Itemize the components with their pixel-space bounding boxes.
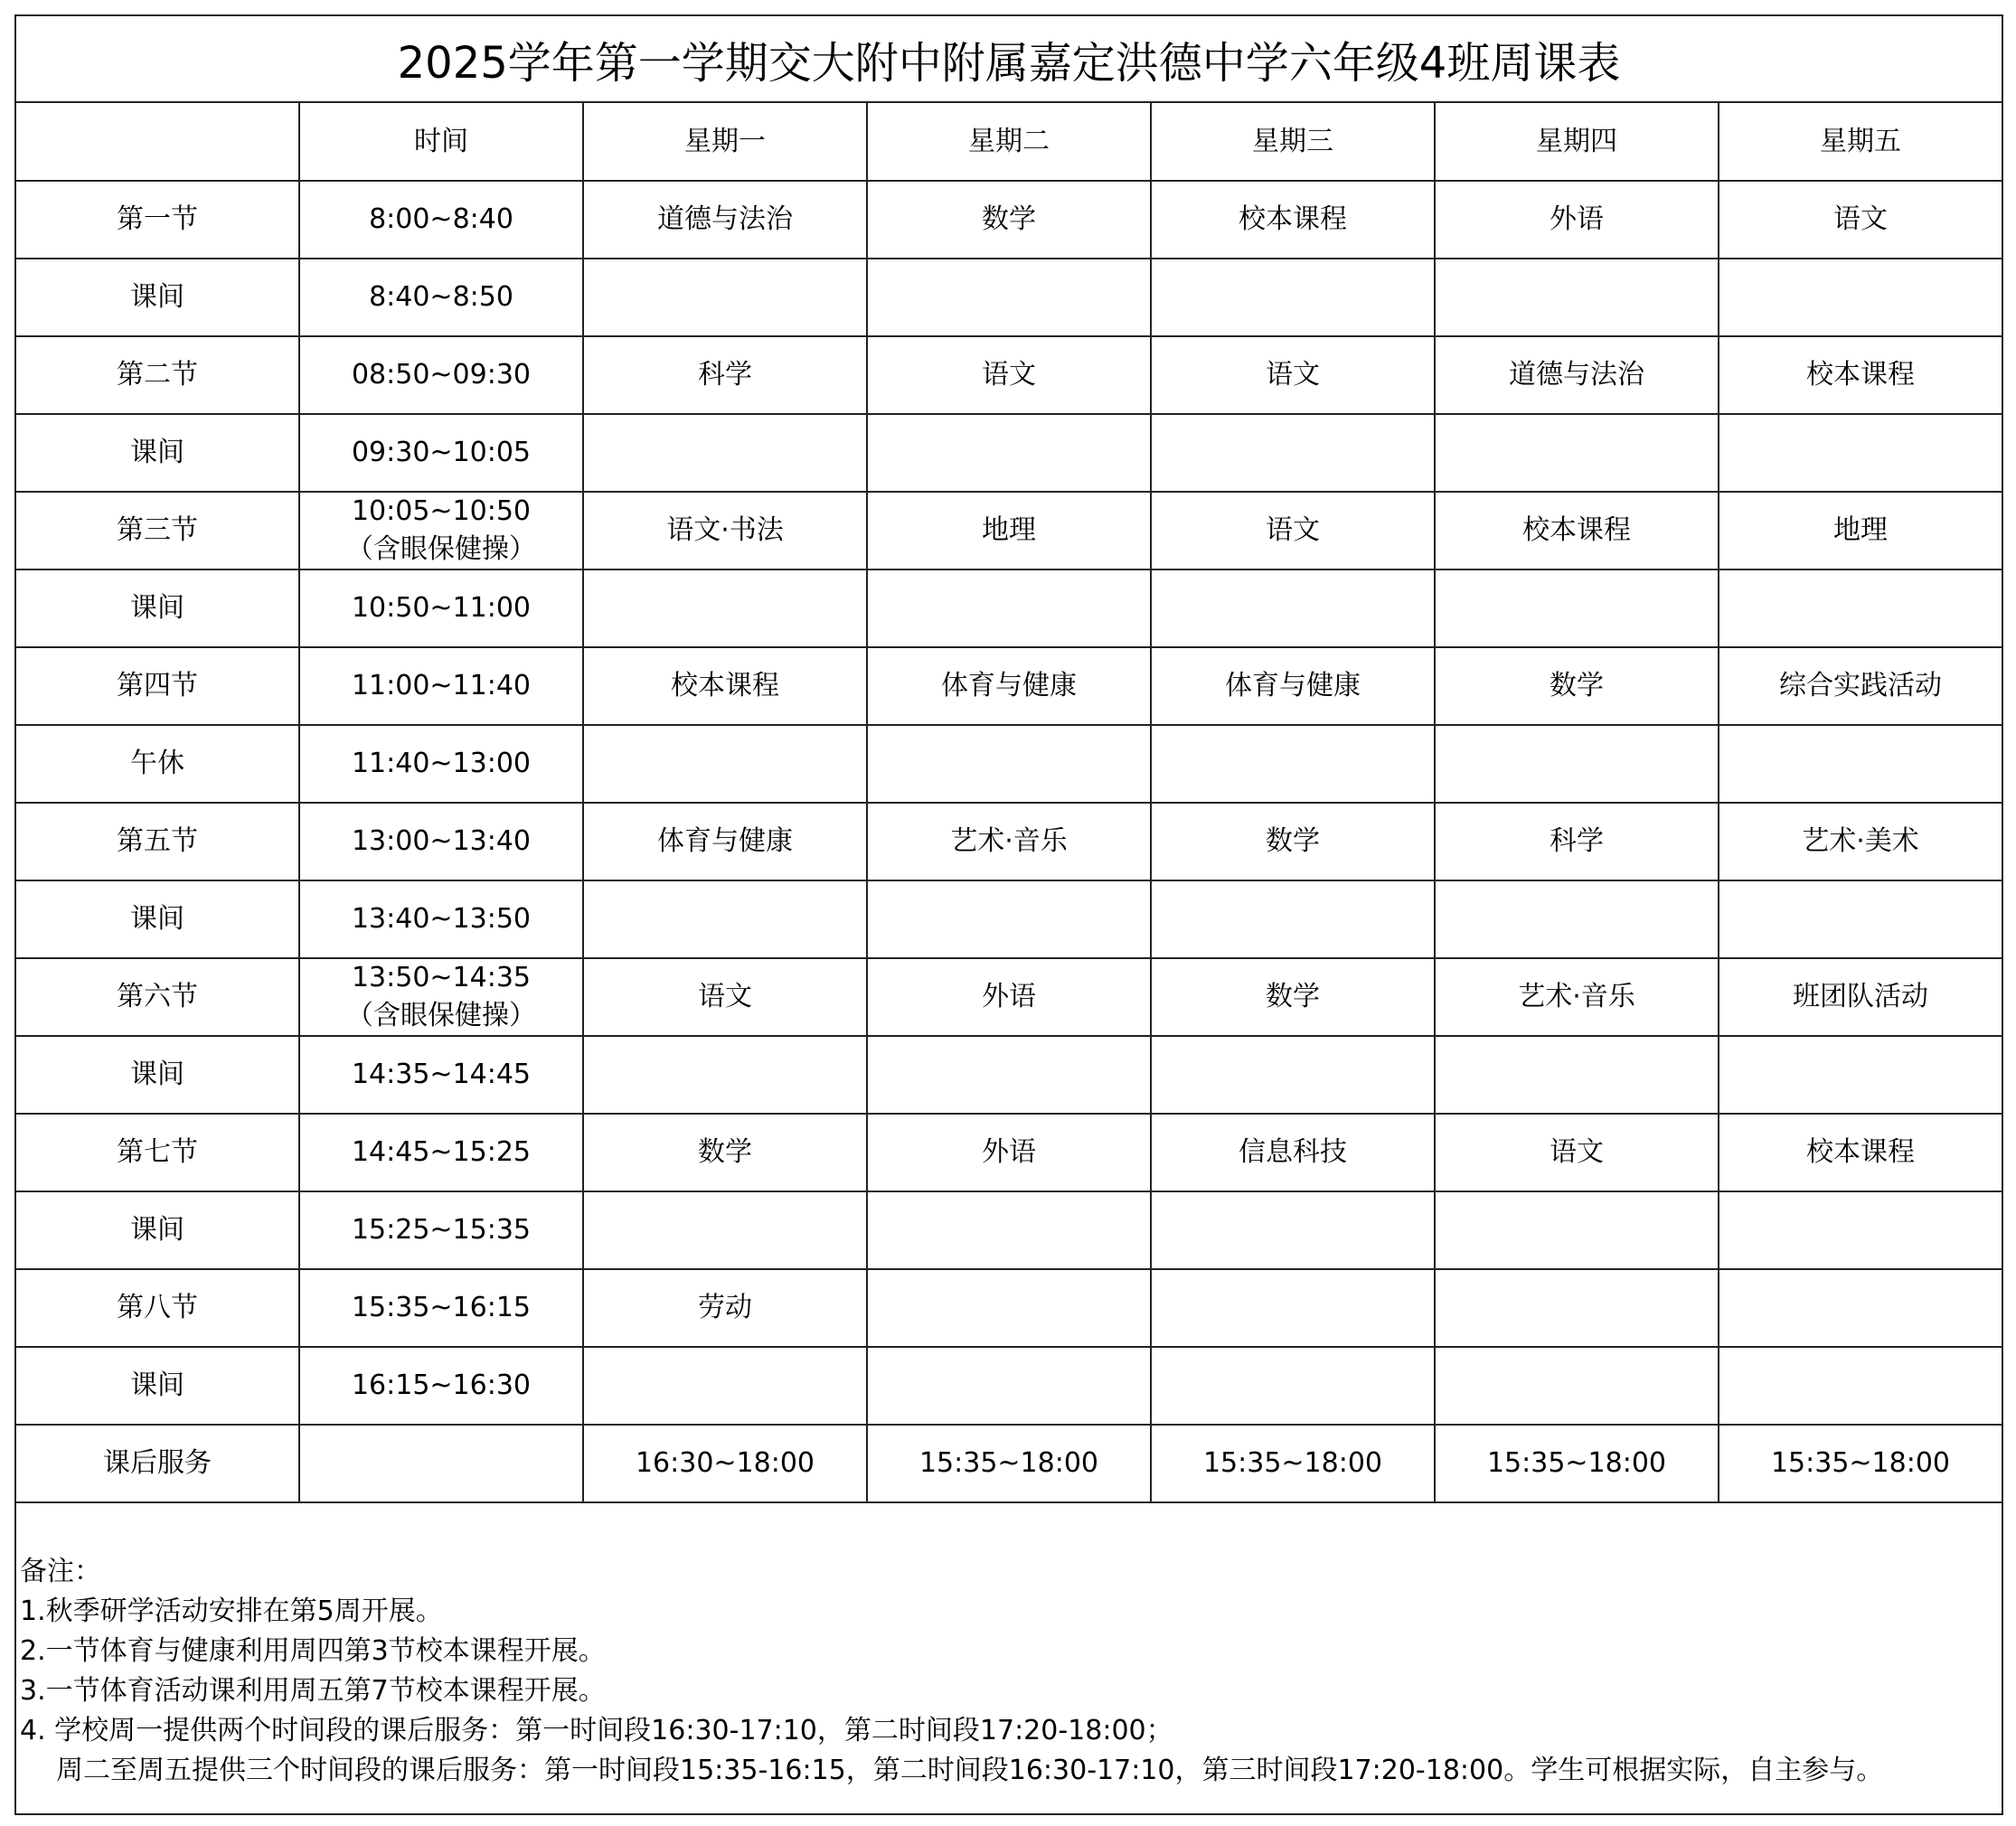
subject-cell: 艺术·美术	[1719, 803, 2002, 880]
subject-cell	[1719, 1191, 2002, 1269]
header-cell: 星期二	[867, 103, 1151, 181]
subject-cell: 语文	[1435, 1114, 1719, 1191]
period-time-cell	[299, 880, 583, 958]
subject-cell: 校本课程	[1719, 1114, 2002, 1191]
subject-cell	[583, 1036, 867, 1114]
subject-cell: 数学	[1151, 958, 1435, 1036]
period-time: 8:40~8:50	[369, 281, 513, 313]
subject-cell: 15:35~18:00	[1719, 1425, 2002, 1502]
period-label: 第一节	[16, 181, 299, 259]
subject-cell: 15:35~18:00	[867, 1425, 1151, 1502]
subject-cell	[1151, 1036, 1435, 1114]
subject-cell	[1151, 1347, 1435, 1425]
subject-cell: 班团队活动	[1719, 958, 2002, 1036]
subject-cell	[1435, 1347, 1719, 1425]
period-label: 第三节	[16, 492, 299, 569]
period-time: 11:40~13:00	[351, 748, 532, 779]
subject-cell: 艺术·音乐	[1435, 958, 1719, 1036]
header-cell: 星期三	[1151, 103, 1435, 181]
period-label: 课间	[16, 414, 299, 492]
period-time-cell	[299, 569, 583, 647]
header-row	[16, 103, 2002, 181]
period-time-cell	[299, 1347, 583, 1425]
subject-cell: 15:35~18:00	[1151, 1425, 1435, 1502]
period-label: 课间	[16, 569, 299, 647]
subject-cell	[1719, 1269, 2002, 1347]
subject-cell	[867, 259, 1151, 336]
subject-cell: 外语	[867, 958, 1151, 1036]
period-time: 14:45~15:25	[351, 1136, 532, 1168]
period-time: 8:00~8:40	[369, 203, 513, 235]
subject-cell: 语文	[1151, 492, 1435, 569]
period-label: 课后服务	[16, 1425, 299, 1502]
subject-cell: 综合实践活动	[1719, 647, 2002, 725]
period-label: 课间	[16, 880, 299, 958]
subject-cell	[1435, 1269, 1719, 1347]
subject-cell	[1151, 725, 1435, 803]
subject-cell	[583, 725, 867, 803]
table-row	[16, 1269, 2002, 1347]
table-row	[16, 1036, 2002, 1114]
period-time-cell	[299, 1114, 583, 1191]
subject-cell: 数学	[867, 181, 1151, 259]
subject-cell: 科学	[583, 336, 867, 414]
subject-cell	[1435, 880, 1719, 958]
table-row	[16, 336, 2002, 414]
subject-cell: 地理	[1719, 492, 2002, 569]
subject-cell	[1435, 259, 1719, 336]
header-cell: 星期四	[1435, 103, 1719, 181]
table-row	[16, 259, 2002, 336]
subject-cell: 数学	[1435, 647, 1719, 725]
period-time: 08:50~09:30	[351, 359, 532, 391]
period-label: 午休	[16, 725, 299, 803]
period-time: 10:50~11:00	[351, 592, 532, 624]
subject-cell	[1435, 569, 1719, 647]
table-row	[16, 1347, 2002, 1425]
subject-cell	[583, 414, 867, 492]
subject-cell: 劳动	[583, 1269, 867, 1347]
period-label: 课间	[16, 1191, 299, 1269]
period-label: 第六节	[16, 958, 299, 1036]
subject-cell	[867, 1036, 1151, 1114]
period-time-cell	[299, 725, 583, 803]
note-line: 4. 学校周一提供两个时间段的课后服务：第一时间段16:30-17:10，第二时间段17:20-18:00；	[20, 1715, 1173, 1746]
period-label: 第五节	[16, 803, 299, 880]
period-time-cell	[299, 336, 583, 414]
notes-heading: 备注：	[20, 1556, 101, 1587]
subject-cell	[1151, 414, 1435, 492]
subject-cell: 道德与法治	[1435, 336, 1719, 414]
subject-cell: 语文	[867, 336, 1151, 414]
period-label: 第四节	[16, 647, 299, 725]
table-row	[16, 1191, 2002, 1269]
period-label: 课间	[16, 1347, 299, 1425]
header-cell: 星期五	[1719, 103, 2002, 181]
period-time: 15:25~15:35	[351, 1214, 532, 1246]
table-row	[16, 647, 2002, 725]
subject-cell	[867, 569, 1151, 647]
period-time-note: （含眼保健操）	[346, 1000, 536, 1031]
notes-section	[20, 1552, 1991, 1791]
header-cell	[16, 103, 299, 181]
subject-cell: 语文	[1719, 181, 2002, 259]
subject-cell	[1719, 725, 2002, 803]
period-time-cell	[299, 414, 583, 492]
subject-cell: 语文	[583, 958, 867, 1036]
subject-cell	[867, 1269, 1151, 1347]
table-row	[16, 1114, 2002, 1191]
subject-cell: 地理	[867, 492, 1151, 569]
subject-cell: 体育与健康	[583, 803, 867, 880]
table-row	[16, 803, 2002, 880]
period-time-cell	[299, 1425, 583, 1502]
subject-cell: 体育与健康	[1151, 647, 1435, 725]
table-row	[16, 181, 2002, 259]
subject-cell: 外语	[1435, 181, 1719, 259]
period-time-note: （含眼保健操）	[346, 533, 536, 565]
period-label: 课间	[16, 259, 299, 336]
period-label: 课间	[16, 1036, 299, 1114]
subject-cell: 数学	[583, 1114, 867, 1191]
subject-cell	[1435, 1036, 1719, 1114]
subject-cell	[583, 880, 867, 958]
subject-cell: 语文	[1151, 336, 1435, 414]
subject-cell: 15:35~18:00	[1435, 1425, 1719, 1502]
table-row	[16, 725, 2002, 803]
period-time-cell	[299, 958, 583, 1036]
subject-cell: 信息科技	[1151, 1114, 1435, 1191]
table-row	[16, 569, 2002, 647]
table-row	[16, 414, 2002, 492]
note-line: 2.一节体育与健康利用周四第3节校本课程开展。	[20, 1635, 606, 1667]
period-time-cell	[299, 803, 583, 880]
subject-cell	[1151, 569, 1435, 647]
period-time-cell	[299, 492, 583, 569]
period-time: 13:50~14:35	[351, 962, 532, 993]
subject-cell: 数学	[1151, 803, 1435, 880]
subject-cell	[1719, 259, 2002, 336]
subject-cell: 校本课程	[1719, 336, 2002, 414]
subject-cell	[1151, 1269, 1435, 1347]
note-line: 3.一节体育活动课利用周五第7节校本课程开展。	[20, 1675, 606, 1707]
period-time: 13:00~13:40	[351, 825, 532, 857]
note-line-continuation: 周二至周五提供三个时间段的课后服务：第一时间段15:35-16:15，第二时间段16:30-17:10，第三时间段17:20-18:00。学生可根据实际，自主参与。	[56, 1755, 1884, 1786]
subject-cell	[1719, 1036, 2002, 1114]
subject-cell	[1719, 880, 2002, 958]
subject-cell	[1719, 1347, 2002, 1425]
period-label: 第二节	[16, 336, 299, 414]
note-line: 1.秋季研学活动安排在第5周开展。	[20, 1595, 443, 1627]
subject-cell	[1435, 414, 1719, 492]
subject-cell	[867, 1191, 1151, 1269]
subject-cell: 科学	[1435, 803, 1719, 880]
period-time: 10:05~10:50	[351, 495, 532, 527]
header-cell: 星期一	[583, 103, 867, 181]
period-time-cell	[299, 1191, 583, 1269]
subject-cell: 校本课程	[583, 647, 867, 725]
subject-cell: 体育与健康	[867, 647, 1151, 725]
table-row	[16, 1425, 2002, 1502]
period-time: 14:35~14:45	[351, 1059, 532, 1090]
header-cell: 时间	[299, 103, 583, 181]
page-title: 2025学年第一学期交大附中附属嘉定洪德中学六年级4班周课表	[16, 16, 2002, 103]
period-time-cell	[299, 647, 583, 725]
period-time-cell	[299, 1036, 583, 1114]
subject-cell	[1719, 569, 2002, 647]
period-time: 09:30~10:05	[351, 437, 532, 468]
subject-cell	[867, 725, 1151, 803]
subject-cell: 校本课程	[1151, 181, 1435, 259]
subject-cell: 道德与法治	[583, 181, 867, 259]
subject-cell: 艺术·音乐	[867, 803, 1151, 880]
subject-cell	[1719, 414, 2002, 492]
table-row	[16, 880, 2002, 958]
subject-cell	[867, 880, 1151, 958]
subject-cell	[583, 569, 867, 647]
table-row	[16, 492, 2002, 569]
period-time: 15:35~16:15	[351, 1292, 532, 1323]
period-time-cell	[299, 181, 583, 259]
timetable-sheet	[14, 14, 2003, 1815]
subject-cell: 语文·书法	[583, 492, 867, 569]
schedule-table	[16, 103, 2002, 1503]
period-time: 16:15~16:30	[351, 1370, 532, 1401]
period-time: 13:40~13:50	[351, 903, 532, 935]
period-time-cell	[299, 1269, 583, 1347]
table-row	[16, 958, 2002, 1036]
subject-cell	[1151, 880, 1435, 958]
period-label: 第七节	[16, 1114, 299, 1191]
subject-cell	[1435, 1191, 1719, 1269]
subject-cell	[1151, 259, 1435, 336]
subject-cell	[583, 1347, 867, 1425]
subject-cell: 16:30~18:00	[583, 1425, 867, 1502]
subject-cell: 外语	[867, 1114, 1151, 1191]
subject-cell: 校本课程	[1435, 492, 1719, 569]
subject-cell	[1435, 725, 1719, 803]
subject-cell	[583, 259, 867, 336]
subject-cell	[867, 1347, 1151, 1425]
subject-cell	[583, 1191, 867, 1269]
period-label: 第八节	[16, 1269, 299, 1347]
period-time: 11:00~11:40	[351, 670, 532, 701]
subject-cell	[867, 414, 1151, 492]
subject-cell	[1151, 1191, 1435, 1269]
period-time-cell	[299, 259, 583, 336]
